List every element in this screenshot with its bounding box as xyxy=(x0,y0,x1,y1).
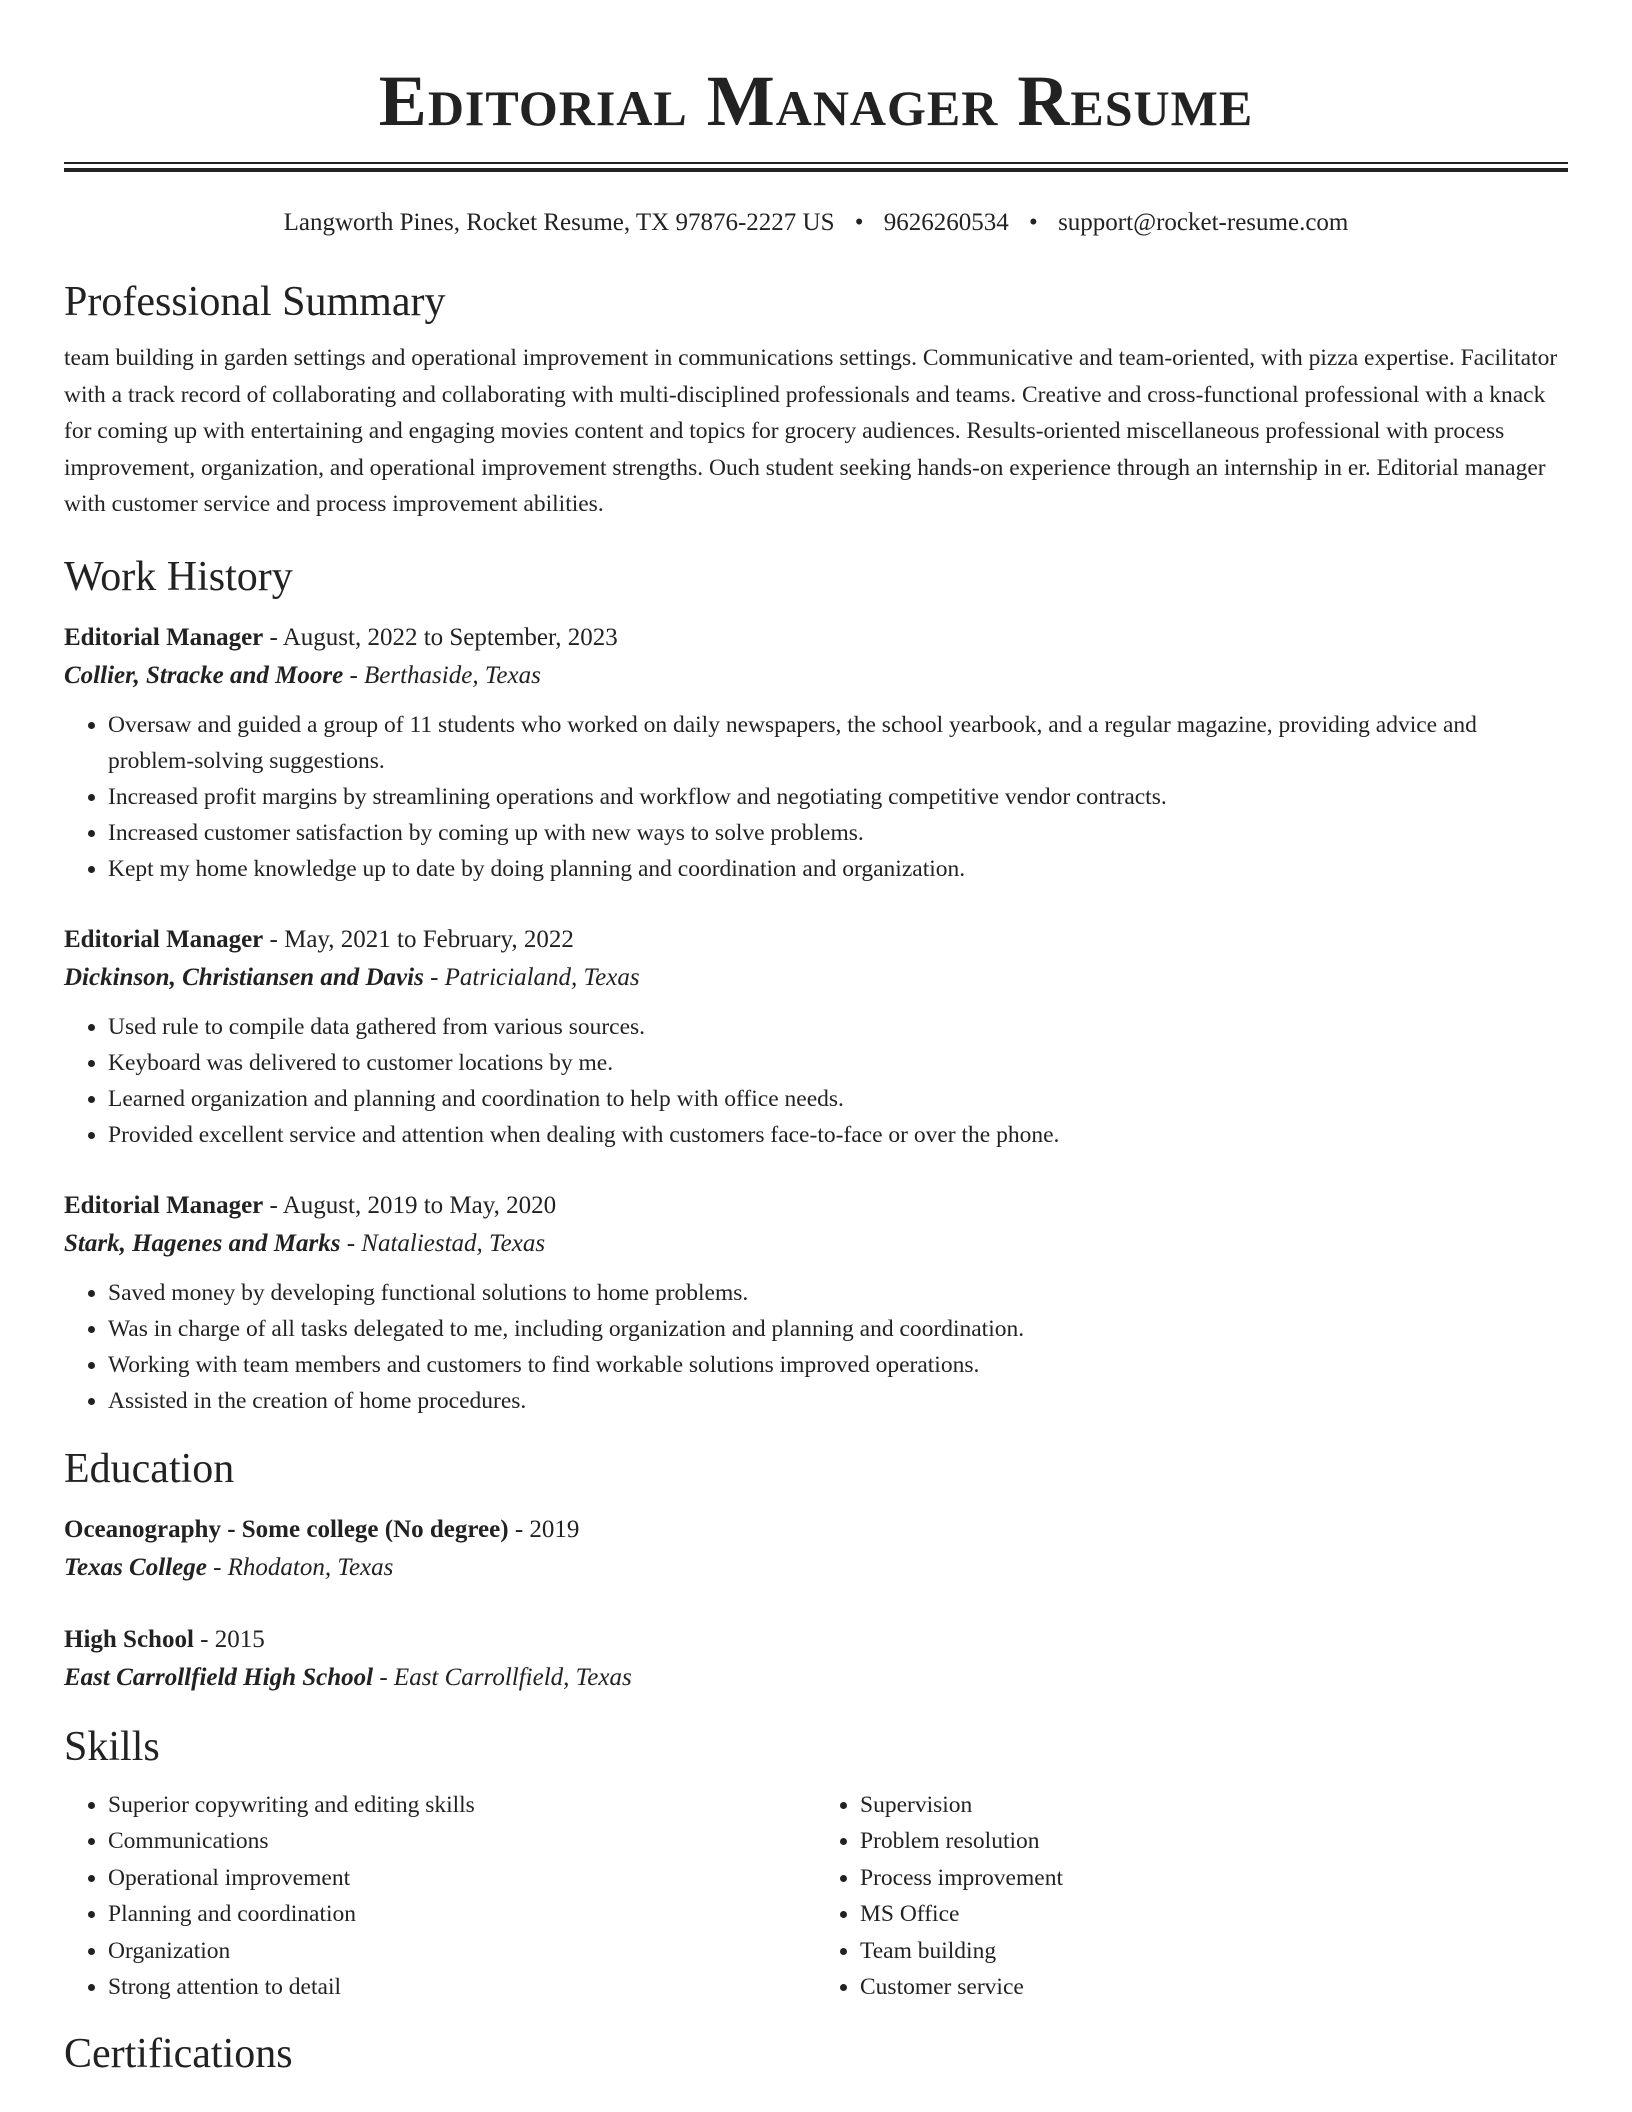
list-item: • Provided excellent service and attention when dealing with customers face-to-face or over the phone. xyxy=(108,1117,1568,1153)
list-item: • Keyboard was delivered to customer locations by me. xyxy=(108,1045,1568,1081)
list-item: • Learned organization and planning and coordination to help with office needs. xyxy=(108,1081,1568,1117)
certifications-heading: Certifications xyxy=(64,2030,293,2077)
job-location: - Berthaside, Texas xyxy=(343,661,541,689)
job-title: Editorial Manager xyxy=(64,1191,264,1219)
list-item: • Assisted in the creation of home procedures. xyxy=(108,1383,1568,1419)
job-dates: - May, 2021 to February, 2022 xyxy=(263,925,574,953)
list-item: • Oversaw and guided a group of 11 students who worked on daily newspapers, the school yearbook, and a regular magazine, providing advice and problem-solving suggestions. xyxy=(108,707,1568,779)
education-entry xyxy=(64,1621,1568,1697)
job-bullets xyxy=(64,1275,1568,1419)
job-bullets xyxy=(64,707,1568,887)
contact-phone: 9626260534 xyxy=(883,209,1009,236)
education-school: Texas College xyxy=(64,1553,207,1581)
job-entry xyxy=(64,1187,1568,1419)
list-item: • Saved money by developing functional solutions to home problems. xyxy=(108,1275,1568,1311)
job-title: Editorial Manager xyxy=(64,623,264,651)
skills-grid xyxy=(64,1787,1568,2006)
title-divider xyxy=(64,162,1568,172)
education-entry xyxy=(64,1511,1568,1587)
skill-item: • Communications xyxy=(108,1823,816,1860)
skills-column-left xyxy=(64,1787,816,2006)
job-location: - Nataliestad, Texas xyxy=(340,1229,546,1257)
job-company: Stark, Hagenes and Marks xyxy=(64,1229,341,1257)
contact-separator: • xyxy=(854,209,864,236)
list-item: • Used rule to compile data gathered from various sources. xyxy=(108,1009,1568,1045)
skill-item: • Organization xyxy=(108,1933,816,1970)
summary-text: team building in garden settings and operational improvement in communications settings. Communicative and team-oriented, with pizza expertise. Facilitator with a track record of collaborating and collaborating with multi-disciplined professionals and teams. Creative and cross-functional professional with a knack for coming up with entertaining and engaging movies content and topics for grocery audiences. Results-oriented miscellaneous professional with process improvement, organization, and operational improvement strengths. Ouch student seeking hands-on experience through an internship in er. Editorial manager with customer service and process improvement abilities. xyxy=(64,345,1558,517)
contact-line xyxy=(64,206,1568,240)
job-title-line xyxy=(64,619,1568,657)
job-title-line xyxy=(64,921,1568,959)
skill-item: • Supervision xyxy=(860,1787,1568,1824)
job-company: Dickinson, Christiansen and Davis xyxy=(64,963,424,991)
list-item: • Kept my home knowledge up to date by doing planning and coordination and organization. xyxy=(108,851,1568,887)
job-title: Editorial Manager xyxy=(64,925,264,953)
job-company-line xyxy=(64,1225,1568,1263)
job-entry xyxy=(64,921,1568,1153)
education-degree-line xyxy=(64,1511,1568,1549)
job-dates: - August, 2022 to September, 2023 xyxy=(263,623,618,651)
skill-item: • Process improvement xyxy=(860,1860,1568,1897)
summary-heading: Professional Summary xyxy=(64,279,446,325)
skill-item: • MS Office xyxy=(860,1896,1568,1933)
job-location: - Patricialand, Texas xyxy=(423,963,640,991)
job-title-line xyxy=(64,1187,1568,1225)
skill-item: • Team building xyxy=(860,1933,1568,1970)
skills-column-right xyxy=(816,1787,1568,2006)
list-item: • Working with team members and customers to find workable solutions improved operations. xyxy=(108,1347,1568,1383)
education-location: - East Carrollfield, Texas xyxy=(373,1663,632,1691)
education-year: - 2015 xyxy=(193,1625,265,1653)
skill-item: • Planning and coordination xyxy=(108,1896,816,1933)
job-dates: - August, 2019 to May, 2020 xyxy=(263,1191,557,1219)
education-heading: Education xyxy=(64,1445,235,1492)
skill-item: • Strong attention to detail xyxy=(108,1969,816,2006)
skills-heading: Skills xyxy=(64,1723,160,1770)
job-company-line xyxy=(64,959,1568,997)
education-year: - 2019 xyxy=(508,1515,580,1543)
contact-email: support@rocket-resume.com xyxy=(1058,209,1349,236)
education-location: - Rhodaton, Texas xyxy=(206,1553,394,1581)
job-company: Collier, Stracke and Moore xyxy=(64,661,344,689)
education-degree-line xyxy=(64,1621,1568,1659)
resume-title: Editorial Manager Resume xyxy=(378,61,1254,141)
job-company-line xyxy=(64,657,1568,695)
contact-address: Langworth Pines, Rocket Resume, TX 97876-2227 US xyxy=(283,209,835,236)
list-item: • Increased customer satisfaction by coming up with new ways to solve problems. xyxy=(108,815,1568,851)
education-degree: High School xyxy=(64,1625,194,1653)
job-entry xyxy=(64,619,1568,887)
skill-item: • Superior copywriting and editing skills xyxy=(108,1787,816,1824)
education-school: East Carrollfield High School xyxy=(64,1663,374,1691)
education-degree: Oceanography - Some college (No degree) xyxy=(64,1515,509,1543)
list-item: • Was in charge of all tasks delegated to me, including organization and planning and coordination. xyxy=(108,1311,1568,1347)
job-bullets xyxy=(64,1009,1568,1153)
skill-item: • Customer service xyxy=(860,1969,1568,2006)
skill-item: • Problem resolution xyxy=(860,1823,1568,1860)
education-school-line xyxy=(64,1549,1568,1587)
skill-item: • Operational improvement xyxy=(108,1860,816,1897)
work-history-heading: Work History xyxy=(64,553,293,600)
education-school-line xyxy=(64,1659,1568,1697)
list-item: • Increased profit margins by streamlining operations and workflow and negotiating competitive vendor contracts. xyxy=(108,779,1568,815)
contact-separator: • xyxy=(1029,209,1038,236)
